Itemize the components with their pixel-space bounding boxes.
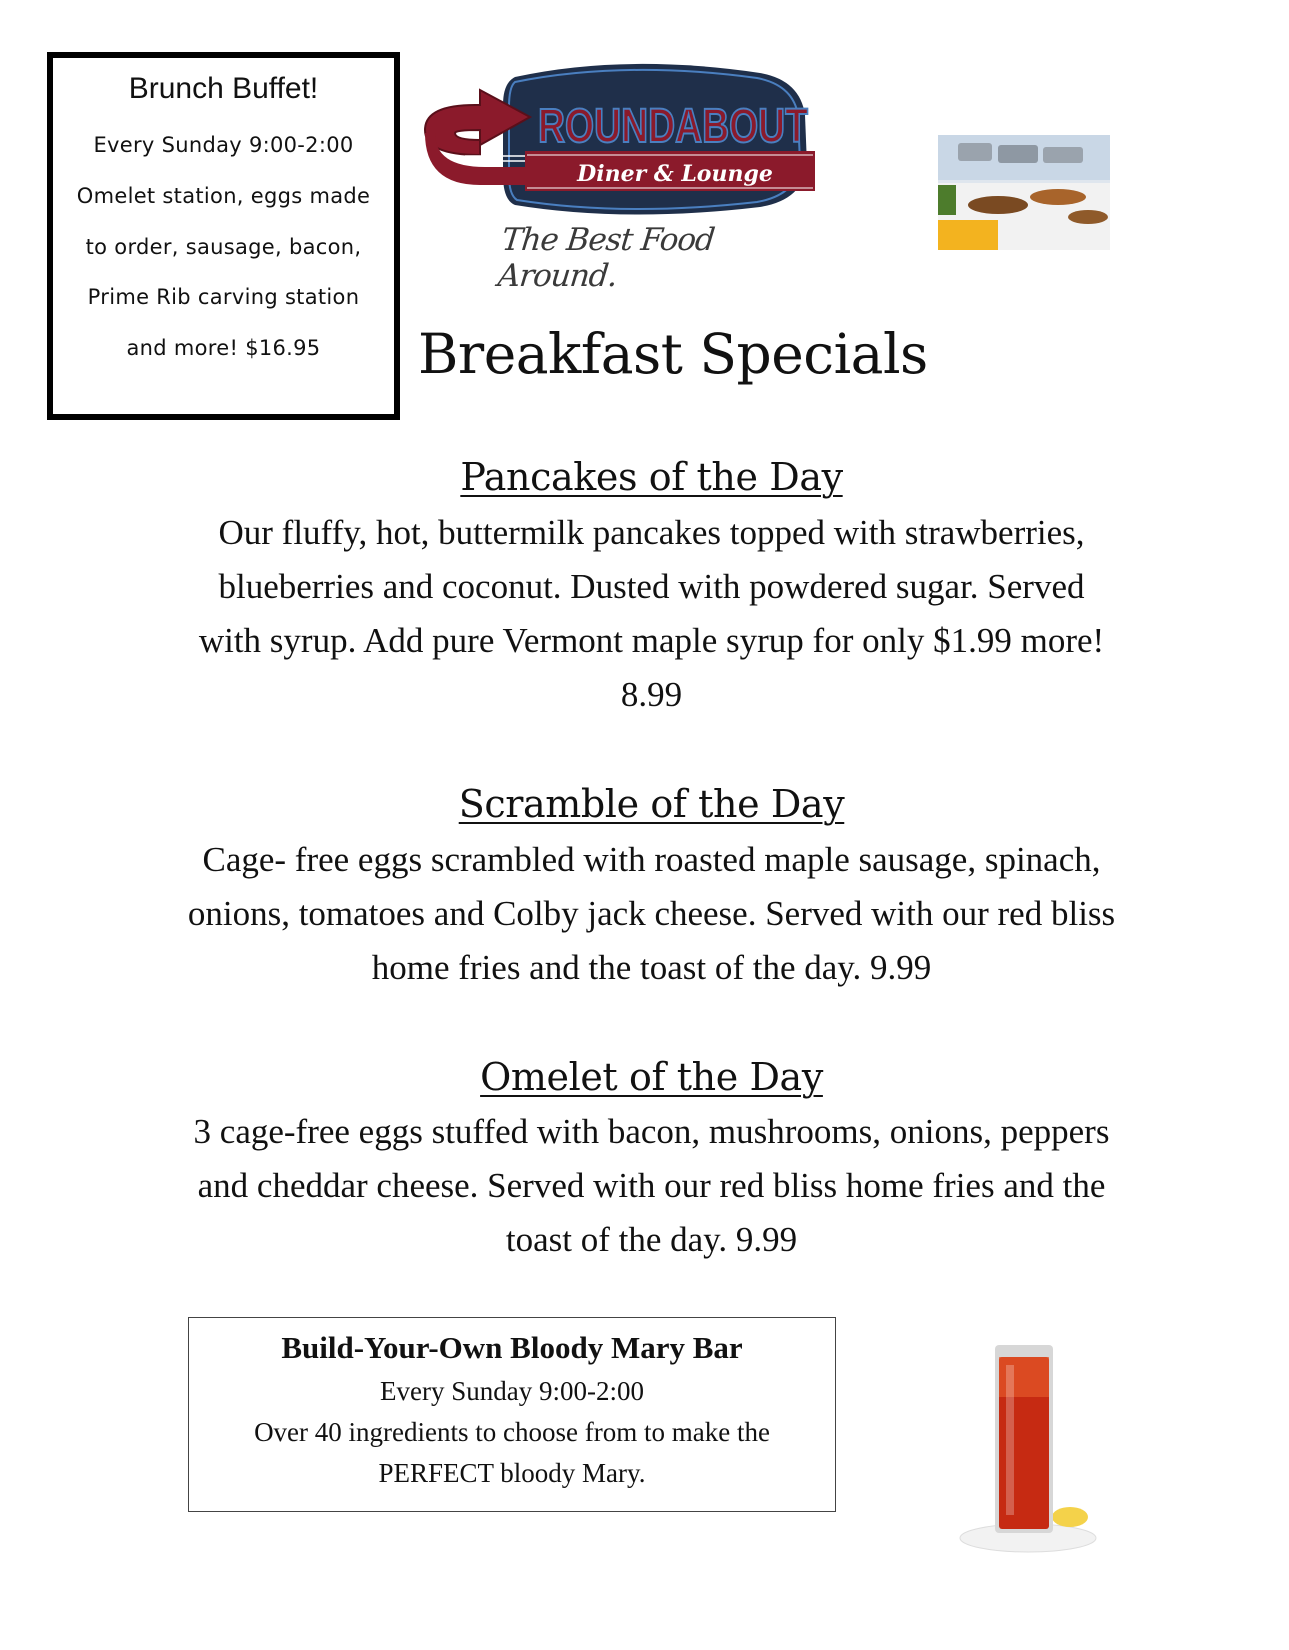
section-line: 3 cage-free eggs stuffed with bacon, mushrooms, onions, peppers [193, 1112, 1110, 1151]
logo-sub: Diner & Lounge [577, 161, 773, 187]
section-line: toast of the day. 9.99 [505, 1220, 798, 1259]
brunch-line: Prime Rib carving station [87, 285, 360, 309]
section-title: Pancakes of the Day [460, 455, 843, 499]
section-price: 8.99 [620, 675, 683, 714]
bloody-mary-box [188, 1317, 836, 1512]
logo-name: ROUNDABOUT [538, 100, 808, 153]
bloody-mary-line: Over 40 ingredients to choose from to make the [254, 1417, 770, 1447]
section-line: home fries and the toast of the day. 9.99 [371, 948, 932, 987]
brunch-line: to order, sausage, bacon, [85, 235, 362, 259]
bloody-mary-title: Build-Your-Own Bloody Mary Bar [281, 1330, 743, 1365]
logo-tagline: The Best Food Around. [496, 222, 716, 294]
page-title: Breakfast Specials [418, 322, 928, 386]
brunch-line: and more! $16.95 [126, 336, 321, 360]
section-line: with syrup. Add pure Vermont maple syrup for only $1.99 more! [198, 621, 1105, 660]
section-line: onions, tomatoes and Colby jack cheese. Served with our red bliss [187, 894, 1116, 933]
bloody-mary-line: PERFECT bloody Mary. [378, 1458, 646, 1488]
section-line: Cage- free eggs scrambled with roasted maple sausage, spinach, [202, 840, 1101, 879]
brunch-title: Brunch Buffet! [128, 72, 319, 105]
buffet-photo [938, 135, 1110, 250]
brunch-line: Every Sunday 9:00-2:00 [93, 133, 354, 157]
bloody-mary-line: Every Sunday 9:00-2:00 [380, 1376, 644, 1406]
bloody-mary-photo [950, 1345, 1100, 1555]
section-line: blueberries and coconut. Dusted with powdered sugar. Served [218, 567, 1085, 606]
section-title: Omelet of the Day [480, 1055, 823, 1099]
section-line: and cheddar cheese. Served with our red bliss home fries and the [197, 1166, 1106, 1205]
brunch-buffet-box [47, 52, 400, 420]
section-title: Scramble of the Day [458, 782, 845, 826]
brunch-line: Omelet station, eggs made [76, 184, 371, 208]
section-line: Our fluffy, hot, buttermilk pancakes topped with strawberries, [218, 513, 1085, 552]
